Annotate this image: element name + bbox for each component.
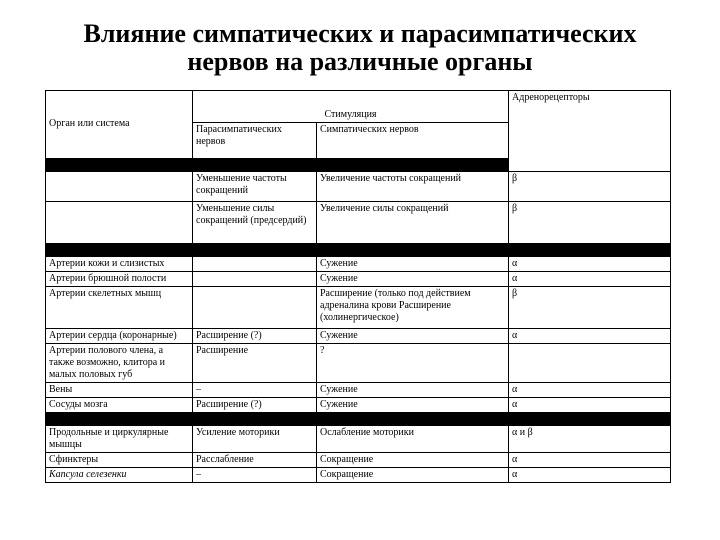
cell-para bbox=[193, 257, 317, 272]
separator-row bbox=[46, 244, 671, 257]
cell-para: Уменьшение частоты сокращений bbox=[193, 172, 317, 202]
cell-symp: Увеличение частоты сокращений bbox=[317, 172, 509, 202]
table-row bbox=[46, 383, 671, 398]
cell-para: Расширение (?) bbox=[193, 329, 317, 344]
cell-symp: Ослабление моторики bbox=[317, 426, 509, 453]
cell-symp: Сужение bbox=[317, 398, 509, 413]
cell-organ: Артерии кожи и слизистых bbox=[46, 257, 193, 272]
cell-rec: β bbox=[509, 172, 671, 202]
cell-symp: ? bbox=[317, 344, 509, 383]
cell-para: Уменьшение силы сокращений (предсердий) bbox=[193, 202, 317, 244]
slide-title bbox=[0, 20, 720, 76]
cell-para: Расслабление bbox=[193, 453, 317, 468]
cell-rec: α bbox=[509, 453, 671, 468]
title-line-2: нервов на различные органы bbox=[187, 47, 533, 76]
cell-rec: β bbox=[509, 287, 671, 329]
cell-organ bbox=[46, 172, 193, 202]
cell-organ: Сосуды мозга bbox=[46, 398, 193, 413]
separator-row bbox=[46, 413, 671, 426]
cell-symp: Сужение bbox=[317, 257, 509, 272]
effects-table bbox=[45, 90, 671, 483]
cell-rec: α bbox=[509, 468, 671, 483]
header-stimulation: Стимуляция bbox=[193, 91, 509, 123]
table-row bbox=[46, 344, 671, 383]
cell-symp: Сокращение bbox=[317, 453, 509, 468]
header-sympathetic: Симпатических нервов bbox=[317, 123, 509, 159]
cell-para: – bbox=[193, 468, 317, 483]
cell-rec: α bbox=[509, 329, 671, 344]
table-row bbox=[46, 202, 671, 244]
cell-organ: Артерии полового члена, а также возможно, клитора и малых половых губ bbox=[46, 344, 193, 383]
cell-rec: α bbox=[509, 383, 671, 398]
cell-rec bbox=[509, 344, 671, 383]
table-row bbox=[46, 172, 671, 202]
cell-rec: β bbox=[509, 202, 671, 244]
cell-symp: Сокращение bbox=[317, 468, 509, 483]
table-row bbox=[46, 453, 671, 468]
table-row bbox=[46, 426, 671, 453]
table-row bbox=[46, 272, 671, 287]
cell-organ: Вены bbox=[46, 383, 193, 398]
header-row-1 bbox=[46, 91, 671, 123]
cell-symp: Увеличение силы сокращений bbox=[317, 202, 509, 244]
cell-para: Расширение bbox=[193, 344, 317, 383]
cell-symp: Сужение bbox=[317, 272, 509, 287]
cell-symp: Сужение bbox=[317, 329, 509, 344]
header-parasympathetic: Парасимпатических нервов bbox=[193, 123, 317, 159]
cell-rec: α bbox=[509, 272, 671, 287]
cell-organ: Артерии сердца (коронарные) bbox=[46, 329, 193, 344]
cell-para: Усиление моторики bbox=[193, 426, 317, 453]
cell-para bbox=[193, 272, 317, 287]
cell-symp: Сужение bbox=[317, 383, 509, 398]
table-row bbox=[46, 287, 671, 329]
header-adrenoreceptors: Адренорецепторы bbox=[509, 91, 671, 172]
table-row bbox=[46, 329, 671, 344]
cell-rec: α bbox=[509, 257, 671, 272]
table-row bbox=[46, 257, 671, 272]
cell-organ bbox=[46, 202, 193, 244]
table-row bbox=[46, 398, 671, 413]
table-row bbox=[46, 468, 671, 483]
cell-para: Расширение (?) bbox=[193, 398, 317, 413]
cell-organ: Капсула селезенки bbox=[46, 468, 193, 483]
cell-organ: Продольные и циркулярные мышцы bbox=[46, 426, 193, 453]
title-line-1: Влияние симпатических и парасимпатических bbox=[83, 19, 637, 48]
cell-para: – bbox=[193, 383, 317, 398]
cell-organ: Артерии брюшной полости bbox=[46, 272, 193, 287]
cell-rec: α и β bbox=[509, 426, 671, 453]
cell-organ: Артерии скелетных мышц bbox=[46, 287, 193, 329]
cell-para bbox=[193, 287, 317, 329]
cell-organ: Сфинктеры bbox=[46, 453, 193, 468]
cell-rec: α bbox=[509, 398, 671, 413]
cell-symp: Расширение (только под действием адреналина крови Расширение (холинергическое) bbox=[317, 287, 509, 329]
header-organ: Орган или система bbox=[46, 91, 193, 159]
